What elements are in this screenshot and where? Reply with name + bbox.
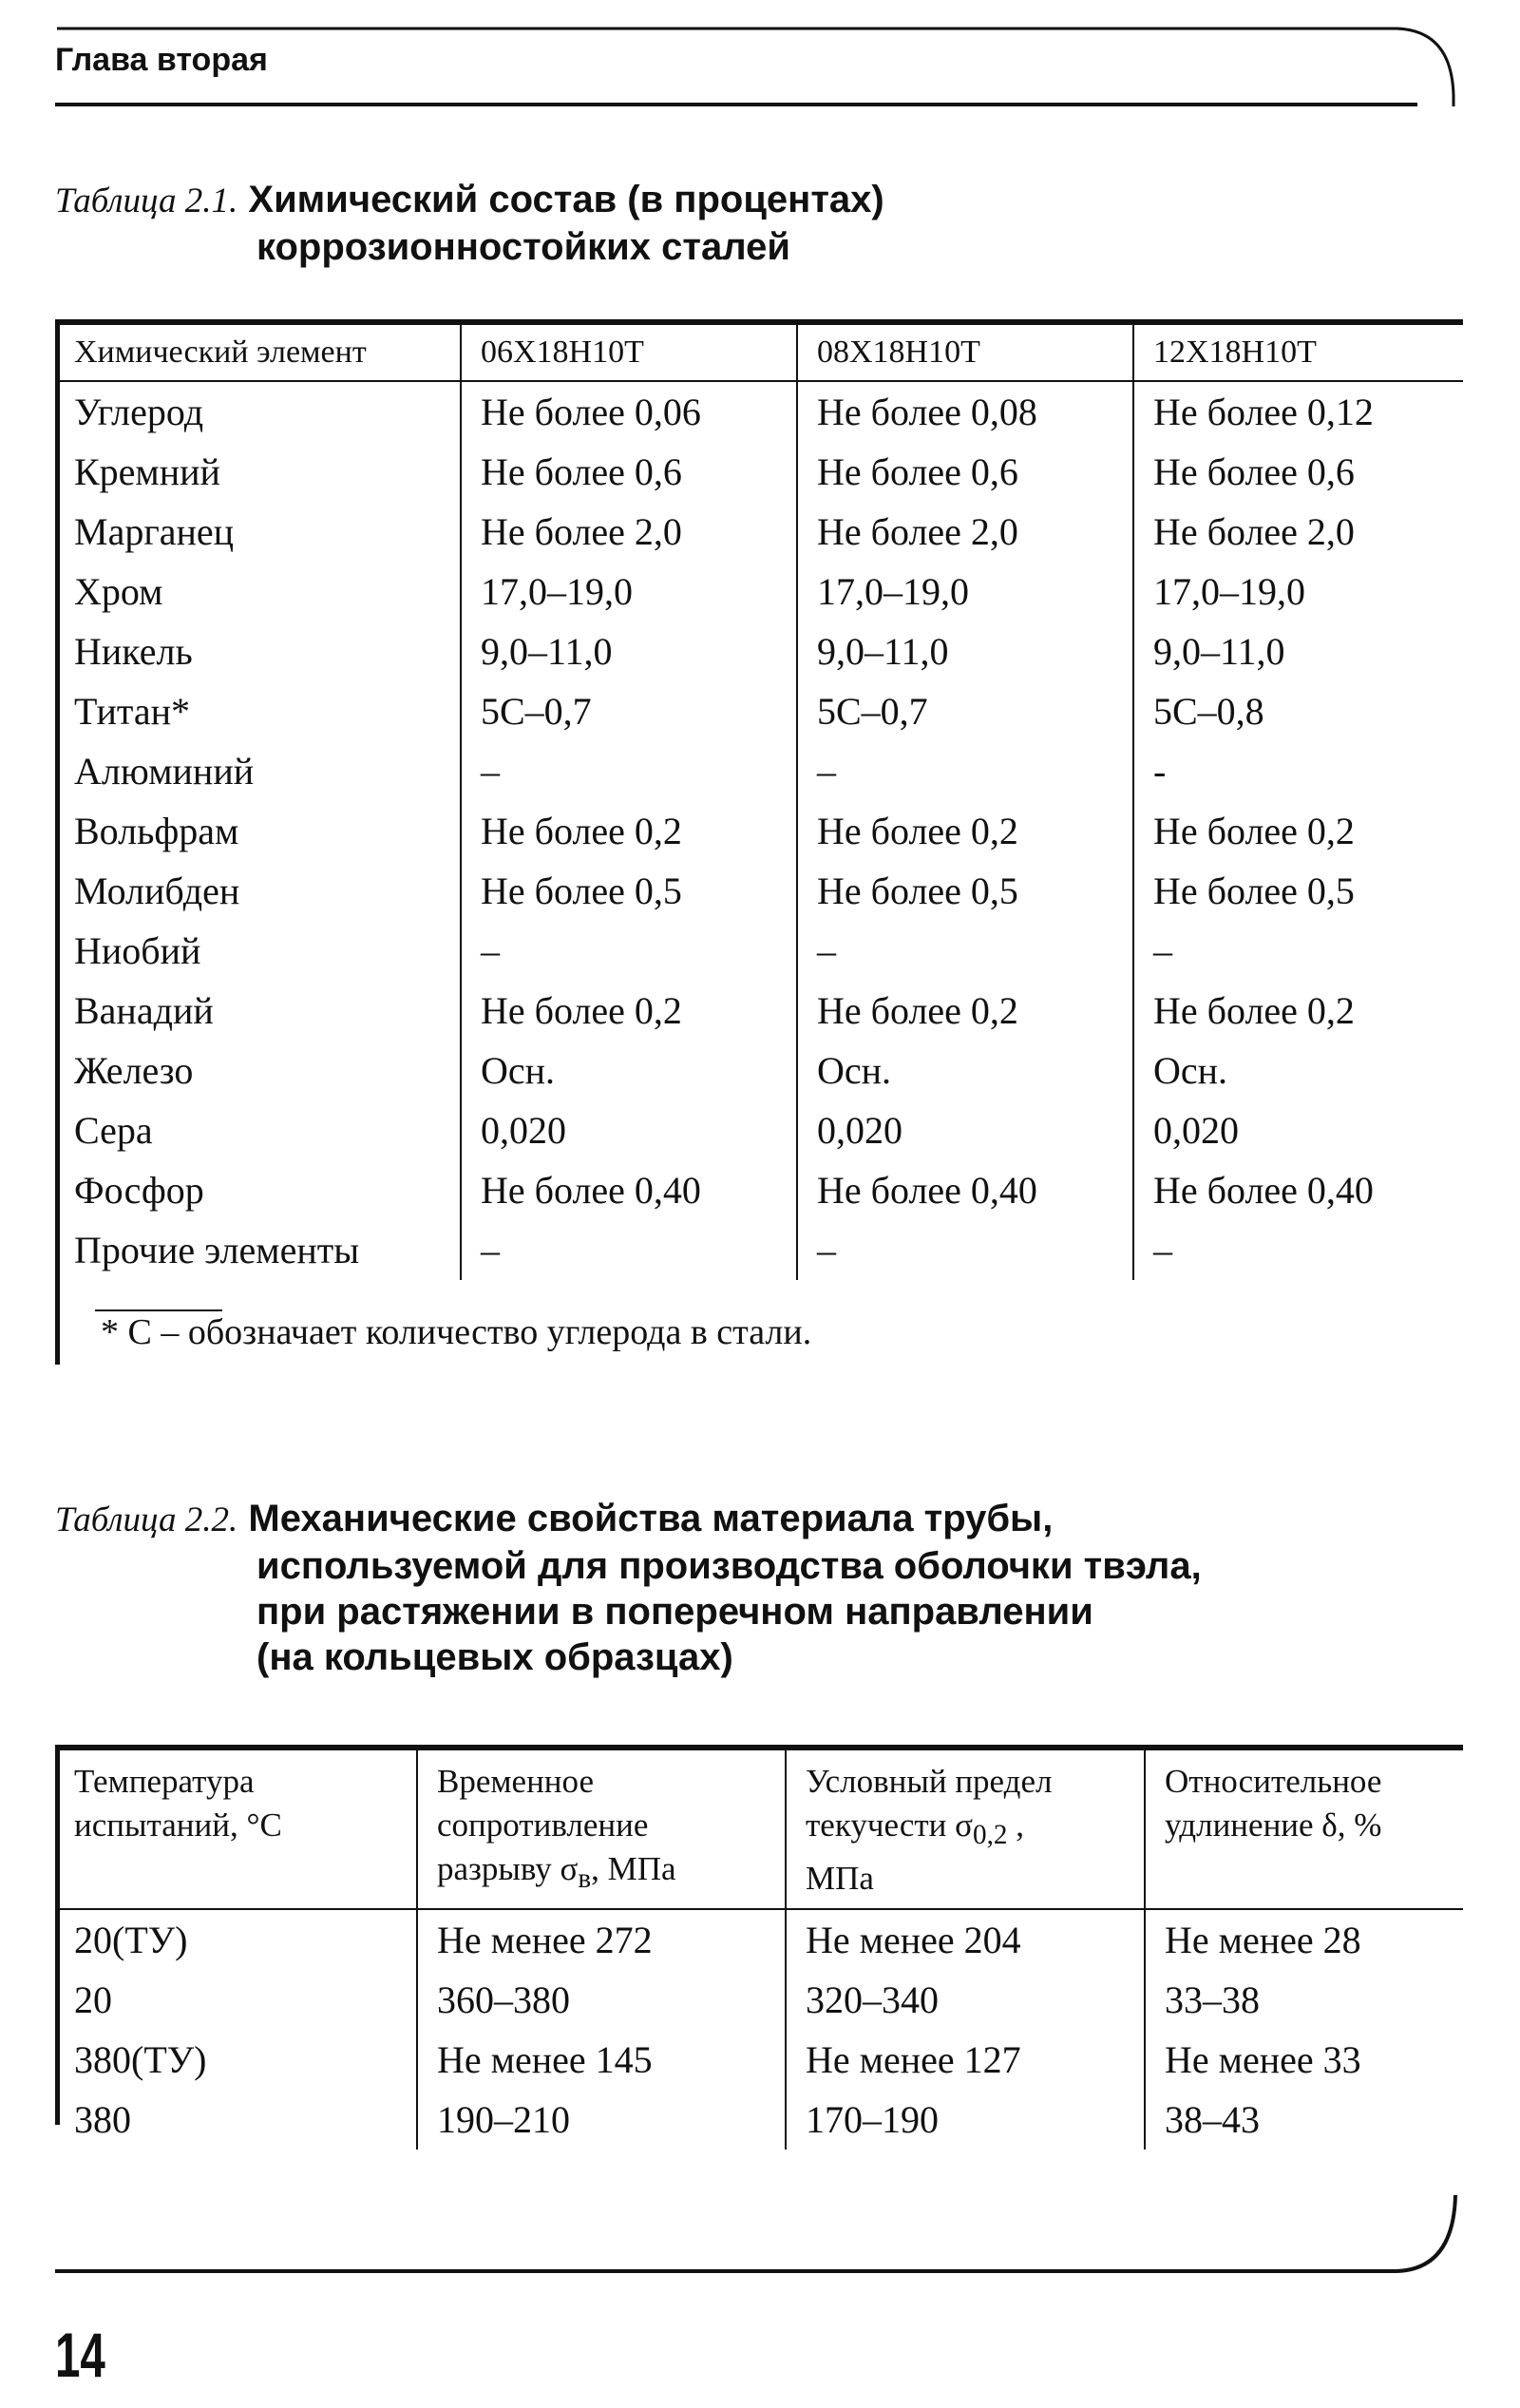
value-cell: Не более 0,2 xyxy=(461,981,797,1041)
value-cell: Не более 0,06 xyxy=(461,381,797,442)
table1-caption xyxy=(55,177,884,270)
table2-caption-line: при растяжении в поперечном направлении xyxy=(256,1591,1093,1633)
value-cell: Не более 2,0 xyxy=(1133,502,1463,562)
table-row xyxy=(55,381,1463,442)
value-cell: Не более 0,2 xyxy=(797,981,1133,1041)
value-cell: – xyxy=(797,921,1133,981)
row-label-cell: Фосфор xyxy=(74,1169,204,1212)
value-cell: 9,0–11,0 xyxy=(1133,621,1463,681)
value-cell: Не более 0,40 xyxy=(1133,1160,1463,1220)
value-cell: – xyxy=(1133,921,1463,981)
column-header-tensile-strength: Временное сопротивление разрыву $\sigma_в$, МПа xyxy=(417,1748,786,1909)
table-row xyxy=(55,741,1463,801)
value-cell: Не более 0,40 xyxy=(461,1160,797,1220)
table-row xyxy=(55,562,1463,621)
column-header-elongation: Относительное удлинение δ, % xyxy=(1145,1748,1463,1909)
table-row xyxy=(55,1909,1463,1970)
value-cell: – xyxy=(461,1220,797,1280)
row-label-cell: Марганец xyxy=(74,510,235,553)
table-row xyxy=(55,801,1463,861)
value-cell: – xyxy=(797,741,1133,801)
value-cell: - xyxy=(1133,741,1463,801)
row-label-cell: Сера xyxy=(74,1109,153,1152)
table-header-row xyxy=(55,322,1463,381)
column-header: 08Х18Н10Т xyxy=(797,322,1133,381)
value-cell: 38–43 xyxy=(1145,2090,1463,2150)
value-cell: Не более 0,2 xyxy=(461,801,797,861)
value-cell: – xyxy=(461,741,797,801)
value-cell: Не более 2,0 xyxy=(461,502,797,562)
row-label-cell: Вольфрам xyxy=(74,810,239,852)
value-cell: Не менее 272 xyxy=(417,1909,786,1970)
row-label-cell: 380(ТУ) xyxy=(74,2038,207,2081)
value-cell: Не менее 145 xyxy=(417,2030,786,2090)
table-row xyxy=(55,1041,1463,1100)
row-label-cell: Ниобий xyxy=(74,929,201,972)
column-header: Химический элемент xyxy=(55,322,461,381)
column-header: 06Х18Н10Т xyxy=(461,322,797,381)
page-number: 14 xyxy=(55,2320,105,2390)
row-label-cell: 20 xyxy=(74,1978,112,2021)
value-cell: Не более 0,2 xyxy=(797,801,1133,861)
value-cell: Не более 0,6 xyxy=(461,442,797,502)
row-label-cell: Никель xyxy=(74,630,193,673)
value-cell: Не более 0,5 xyxy=(1133,861,1463,921)
value-cell: Не более 0,08 xyxy=(797,381,1133,442)
table-row xyxy=(55,2030,1463,2090)
value-cell: Не более 0,6 xyxy=(797,442,1133,502)
column-header-yield-strength: Условный предел текучести $\sigma_{0,2}$ , МПа xyxy=(786,1748,1145,1909)
column-header: 12Х18Н10Т xyxy=(1133,322,1463,381)
value-cell: 5С–0,7 xyxy=(797,681,1133,741)
table1-caption-line1: Химический состав (в процентах) xyxy=(248,179,884,220)
row-label-cell: 380 xyxy=(74,2098,131,2141)
row-label-cell: Титан* xyxy=(74,690,190,733)
value-cell: Не менее 28 xyxy=(1145,1909,1463,1970)
table-row xyxy=(55,921,1463,981)
row-label-cell: Углерод xyxy=(74,391,204,433)
value-cell: 0,020 xyxy=(797,1100,1133,1160)
value-cell: Осн. xyxy=(461,1041,797,1100)
value-cell: 17,0–19,0 xyxy=(1133,562,1463,621)
table-row xyxy=(55,1100,1463,1160)
value-cell: Не более 2,0 xyxy=(797,502,1133,562)
table-row xyxy=(55,981,1463,1041)
value-cell: 17,0–19,0 xyxy=(461,562,797,621)
value-cell: Не более 0,5 xyxy=(461,861,797,921)
value-cell: 320–340 xyxy=(786,1970,1145,2030)
table-row xyxy=(55,1220,1463,1280)
row-label-cell: Хром xyxy=(74,570,163,613)
value-cell: Не более 0,5 xyxy=(797,861,1133,921)
table2-caption-line: (на кольцевых образцах) xyxy=(256,1636,733,1678)
table2-caption-label: Таблица 2.2. xyxy=(55,1500,238,1539)
value-cell: 33–38 xyxy=(1145,1970,1463,2030)
value-cell: – xyxy=(797,1220,1133,1280)
row-label-cell: Молибден xyxy=(74,870,240,912)
table2-caption-line: используемой для производства оболочки твэла, xyxy=(256,1545,1202,1587)
value-cell: Не более 0,40 xyxy=(797,1160,1133,1220)
value-cell: Не более 0,2 xyxy=(1133,801,1463,861)
table2-caption xyxy=(55,1496,1202,1680)
chemical-composition-table xyxy=(55,319,1463,1280)
value-cell: 0,020 xyxy=(461,1100,797,1160)
table-row xyxy=(55,681,1463,741)
table2-caption-line: Механические свойства материала трубы, xyxy=(248,1498,1054,1539)
value-cell: 5С–0,8 xyxy=(1133,681,1463,741)
value-cell: 0,020 xyxy=(1133,1100,1463,1160)
value-cell: Не менее 33 xyxy=(1145,2030,1463,2090)
row-label-cell: Ванадий xyxy=(74,989,214,1032)
value-cell: Осн. xyxy=(1133,1041,1463,1100)
mechanical-properties-table xyxy=(55,1745,1463,2150)
row-label-cell: 20(ТУ) xyxy=(74,1919,188,1961)
value-cell: 9,0–11,0 xyxy=(797,621,1133,681)
row-label-cell: Алюминий xyxy=(74,750,255,793)
chapter-title: Глава вторая xyxy=(55,42,268,78)
table-row xyxy=(55,2090,1463,2150)
value-cell: 9,0–11,0 xyxy=(461,621,797,681)
table1-footnote: * С – обозначает количество углерода в стали. xyxy=(101,1312,812,1352)
table-row xyxy=(55,1970,1463,2030)
row-label-cell: Кремний xyxy=(74,450,220,493)
value-cell: Не менее 204 xyxy=(786,1909,1145,1970)
table-row xyxy=(55,621,1463,681)
table1-caption-label: Таблица 2.1. xyxy=(55,182,238,220)
value-cell: 17,0–19,0 xyxy=(797,562,1133,621)
value-cell: 360–380 xyxy=(417,1970,786,2030)
table-row xyxy=(55,1160,1463,1220)
value-cell: Не менее 127 xyxy=(786,2030,1145,2090)
value-cell: Осн. xyxy=(797,1041,1133,1100)
row-label-cell: Железо xyxy=(74,1049,194,1092)
table-row xyxy=(55,442,1463,502)
column-header-temperature: Температура испытаний, °С xyxy=(55,1748,417,1909)
value-cell: – xyxy=(1133,1220,1463,1280)
value-cell: Не более 0,12 xyxy=(1133,381,1463,442)
table1-caption-line2: коррозионностойких сталей xyxy=(256,226,790,268)
table-row xyxy=(55,861,1463,921)
value-cell: 5С–0,7 xyxy=(461,681,797,741)
value-cell: 190–210 xyxy=(417,2090,786,2150)
table-header-row xyxy=(55,1748,1463,1909)
table-row xyxy=(55,502,1463,562)
value-cell: Не более 0,6 xyxy=(1133,442,1463,502)
value-cell: Не более 0,2 xyxy=(1133,981,1463,1041)
value-cell: 170–190 xyxy=(786,2090,1145,2150)
value-cell: – xyxy=(461,921,797,981)
row-label-cell: Прочие элементы xyxy=(74,1229,360,1271)
